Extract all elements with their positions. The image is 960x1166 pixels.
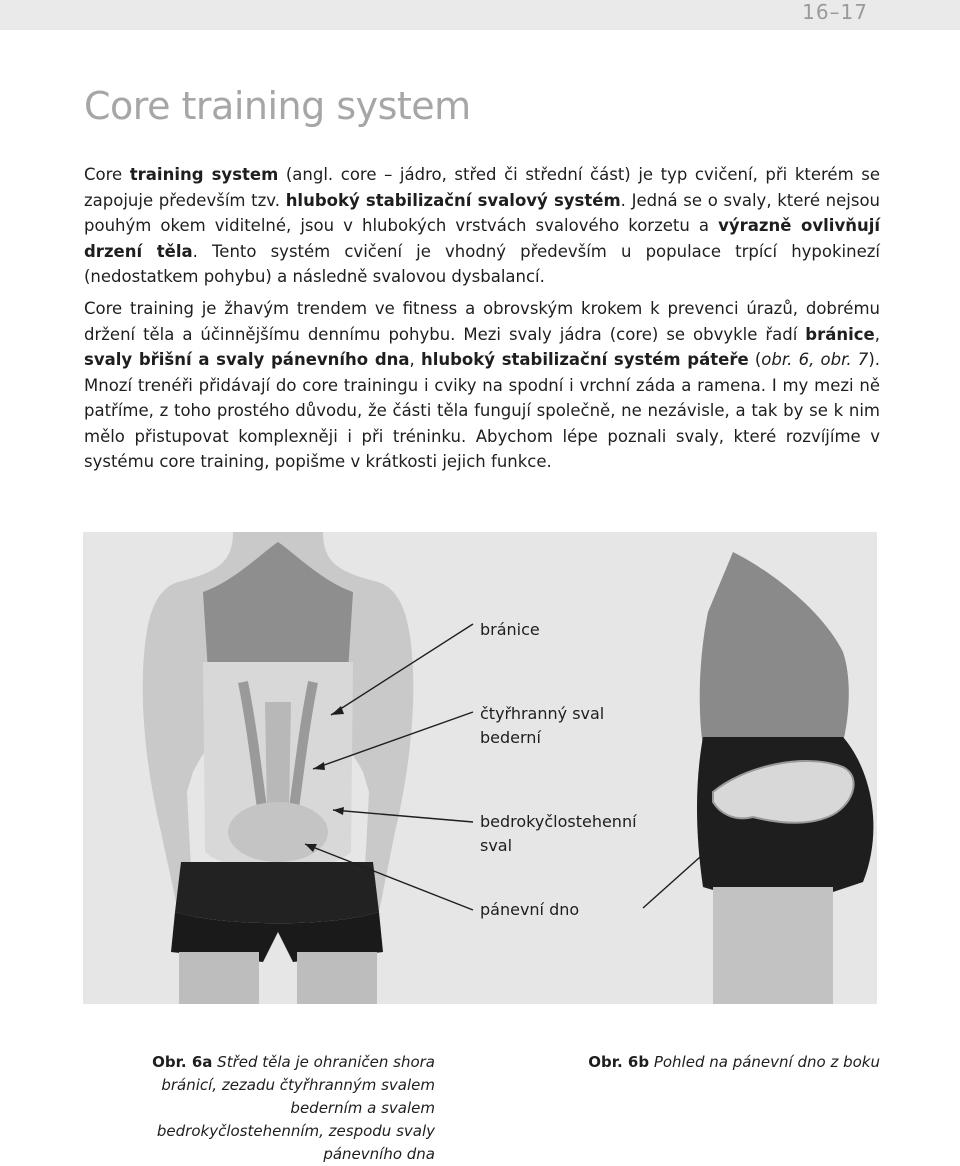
page-title: Core training system [84, 84, 471, 128]
label-pelvic-floor: pánevní dno [480, 900, 580, 919]
anatomy-figure [83, 532, 877, 1004]
label-quadratus-lumborum-1: čtyřhranný sval [480, 704, 605, 723]
side-view-figure [697, 552, 873, 1004]
label-quadratus-lumborum-2: bederní [480, 728, 541, 747]
label-iliopsoas-1: bedrokyčlostehenní [480, 812, 637, 831]
front-view-figure [143, 532, 414, 1004]
page-number: 16–17 [802, 0, 868, 24]
anatomy-illustration [83, 532, 877, 1004]
label-iliopsoas-2: sval [480, 836, 513, 855]
label-diaphragm: bránice [480, 620, 540, 639]
caption-figure-6b: Obr. 6b Pohled na pánevní dno z boku [588, 1053, 880, 1071]
body-paragraph: Core training je žhavým trendem ve fitness a obrovským krokem k prevenci úrazů, dobrému držení těla a účinnějšímu dennímu pohybu. Mezi svaly jádra (core) se obvykle řadí bránice, svaly břišní a svaly pánevního dna, hluboký stabilizační systém páteře (obr. 6, obr. 7). Mnozí trenéři přidávají do core trainingu i cviky na spodní i vrchní záda a ramena. I my mezi ně patříme, z toho prostého důvodu, že části těla fungují společně, ne nezávisle, a tak by se k nim mělo přistupovat komplexněji i při tréninku. Abychom lépe poznali svaly, které rozvíjíme v systému core training, popišme v krátkosti jejich funkce. [84, 299, 880, 471]
caption-figure-6a: Obr. 6a Střed těla je ohraničen shora bránicí, zezadu čtyřhranným svalem bederním a svalem bedrokyčlostehenním, zespodu svaly pánevního dna [152, 1053, 435, 1163]
intro-paragraph: Core training system (angl. core – jádro, střed či střední část) je typ cvičení, při kterém se zapojuje především tzv. hluboký stabilizační svalový systém. Jedná se o svaly, které nejsou pouhým okem viditelné, jsou v hlubokých vrstvách svalového korzetu a výrazně ovlivňují drzení těla. Tento systém cvičení je vhodný především u populace trpící hypokinezí (nedostatkem pohybu) a následně svalovou dysbalancí. [84, 165, 880, 286]
